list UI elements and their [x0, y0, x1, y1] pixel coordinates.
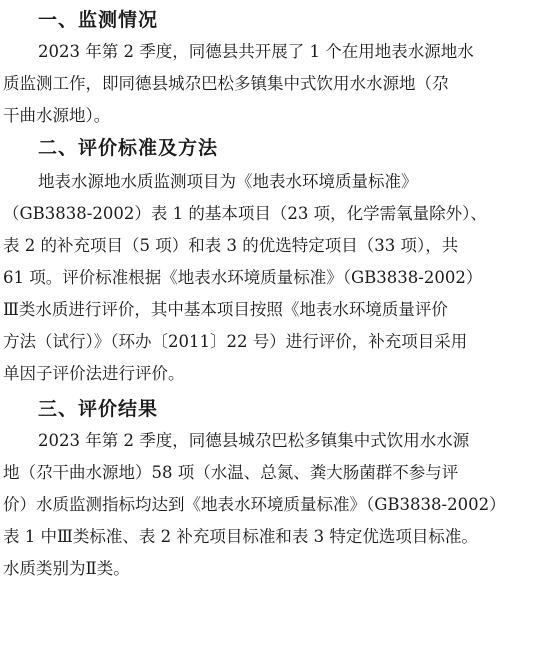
section-heading-monitoring: 一、监测情况 — [38, 9, 159, 31]
text-line: （GB3838-2002）表 1 的基本项目（23 项，化学需氧量除外）、 — [3, 204, 487, 223]
text-line: 61 项。评价标准根据《地表水环境质量标准》（GB3838-2002） — [3, 268, 483, 287]
text-line: 2023 年第 2 季度，同德县城尕巴松多镇集中式饮用水水源 — [38, 431, 470, 450]
text-line: 方法（试行）》（环办〔2011〕22 号）进行评价，补充项目采用 — [3, 332, 468, 351]
paragraph-criteria — [0, 166, 540, 390]
text-line: 地表水源地水质监测项目为《地表水环境质量标准》 — [38, 172, 418, 191]
paragraph-monitoring — [0, 36, 540, 132]
text-line: 水质类别为Ⅱ类。 — [3, 559, 130, 578]
text-line: 2023 年第 2 季度，同德县共开展了 1 个在用地表水源地水 — [38, 42, 474, 61]
text-line: 单因子评价法进行评价。 — [3, 364, 185, 383]
section-heading-criteria: 二、评价标准及方法 — [38, 137, 219, 159]
text-line: 表 1 中Ⅲ类标准、表 2 补充项目标准和表 3 特定优选项目标准。 — [3, 527, 478, 546]
text-line: 质监测工作，即同德县城尕巴松多镇集中式饮用水水源地（尕 — [3, 74, 449, 93]
text-line: 干曲水源地）。 — [3, 106, 111, 125]
text-line: 价）水质监测指标均达到《地表水环境质量标准》（GB3838-2002） — [3, 495, 506, 514]
text-line: 地（尕干曲水源地）58 项（水温、总氮、粪大肠菌群不参与评 — [3, 463, 459, 482]
text-line: Ⅲ类水质进行评价，其中基本项目按照《地表水环境质量评价 — [3, 300, 448, 319]
section-heading-results: 三、评价结果 — [38, 398, 159, 420]
paragraph-results — [0, 425, 540, 585]
text-line: 表 2 的补充项目（5 项）和表 3 的优选特定项目（33 项），共 — [3, 236, 459, 255]
